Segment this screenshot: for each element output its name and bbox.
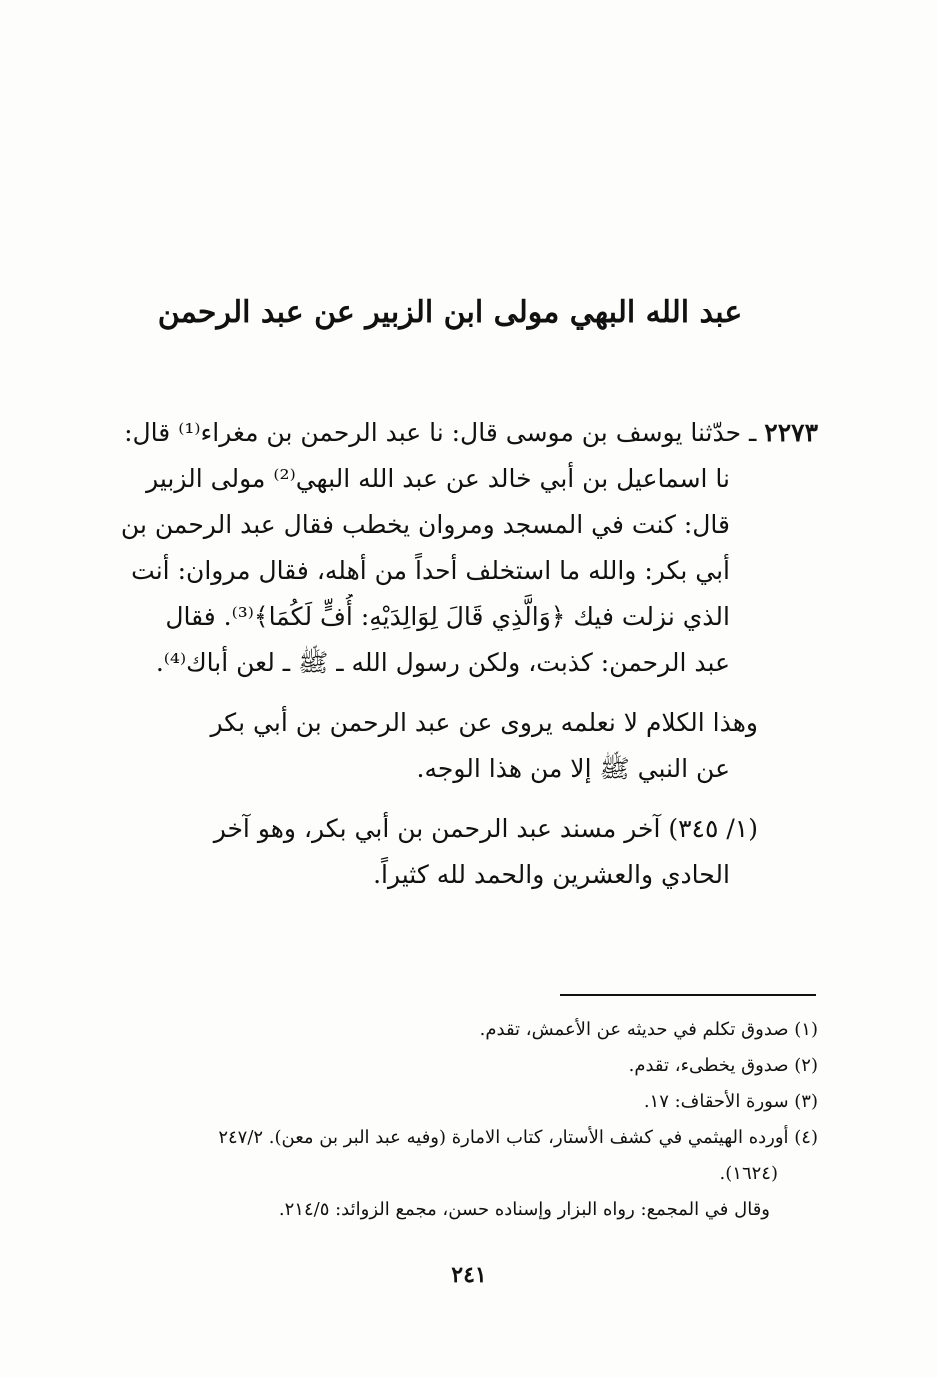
hadith-block: [118, 410, 818, 686]
closing-line-2: الحادي والعشرين والحمد لله كثيراً.: [373, 860, 730, 889]
hadith-line-4: أبي بكر: والله ما استخلف أحداً من أهله، فقال مروان: أنت: [131, 556, 730, 585]
hadith-line-5: الذي نزلت فيك ﴿وَالَّذِي قَالَ لِوَالِدَيْهِ: أُفٍّ لَكُمَا﴾⁽³⁾. فقال: [165, 602, 730, 631]
footnote-4-note: وقال في المجمع: رواه البزار وإسناده حسن، مجمع الزوائد: ٢١٤/٥.: [278, 1199, 770, 1220]
footnote-2: (٢) صدوق يخطىء، تقدم.: [628, 1055, 818, 1076]
footnote-3: (٣) سورة الأحقاف: ١٧.: [643, 1091, 818, 1112]
comment-paragraph: [118, 700, 818, 792]
footnotes: [118, 1012, 818, 1228]
footnote-1: (١) صدوق تكلم في حديثه عن الأعمش، تقدم.: [479, 1019, 818, 1040]
hadith-line-3: قال: كنت في المسجد ومروان يخطب فقال عبد الرحمن بن: [120, 510, 730, 539]
comment-line-2: عن النبي ﷺ إلا من هذا الوجه.: [416, 754, 730, 783]
hadith-line-2: نا اسماعيل بن أبي خالد عن عبد الله البهي⁽²⁾ مولى الزبير: [146, 464, 730, 493]
chapter-title: عبد الله البهي مولى ابن الزبير عن عبد الرحمن: [157, 295, 743, 330]
footnote-divider: [560, 994, 816, 996]
hadith-text-1: ـ حدّثنا يوسف بن موسى قال: نا عبد الرحمن بن مغراء⁽¹⁾ قال:: [124, 418, 757, 447]
comment-line-1: وهذا الكلام لا نعلمه يروى عن عبد الرحمن بن أبي بكر: [210, 708, 758, 737]
closing-paragraph: [118, 806, 818, 898]
footnote-4: (٤) أورده الهيثمي في كشف الأستار، كتاب الامارة (وفيه عبد البر بن معن). ٢٤٧/٢: [218, 1127, 818, 1148]
footnote-4-continued: (١٦٢٤).: [719, 1163, 778, 1184]
hadith-line-6: عبد الرحمن: كذبت، ولكن رسول الله ـ ﷺ ـ لعن أباك⁽⁴⁾.: [155, 648, 730, 677]
hadith-line-1: [118, 410, 818, 456]
hadith-number: ٢٢٧٣: [764, 418, 818, 447]
page-number: ٢٤١: [451, 1262, 487, 1288]
closing-line-1: (١/ ٣٤٥) آخر مسند عبد الرحمن بن أبي بكر، وهو آخر: [213, 814, 758, 843]
